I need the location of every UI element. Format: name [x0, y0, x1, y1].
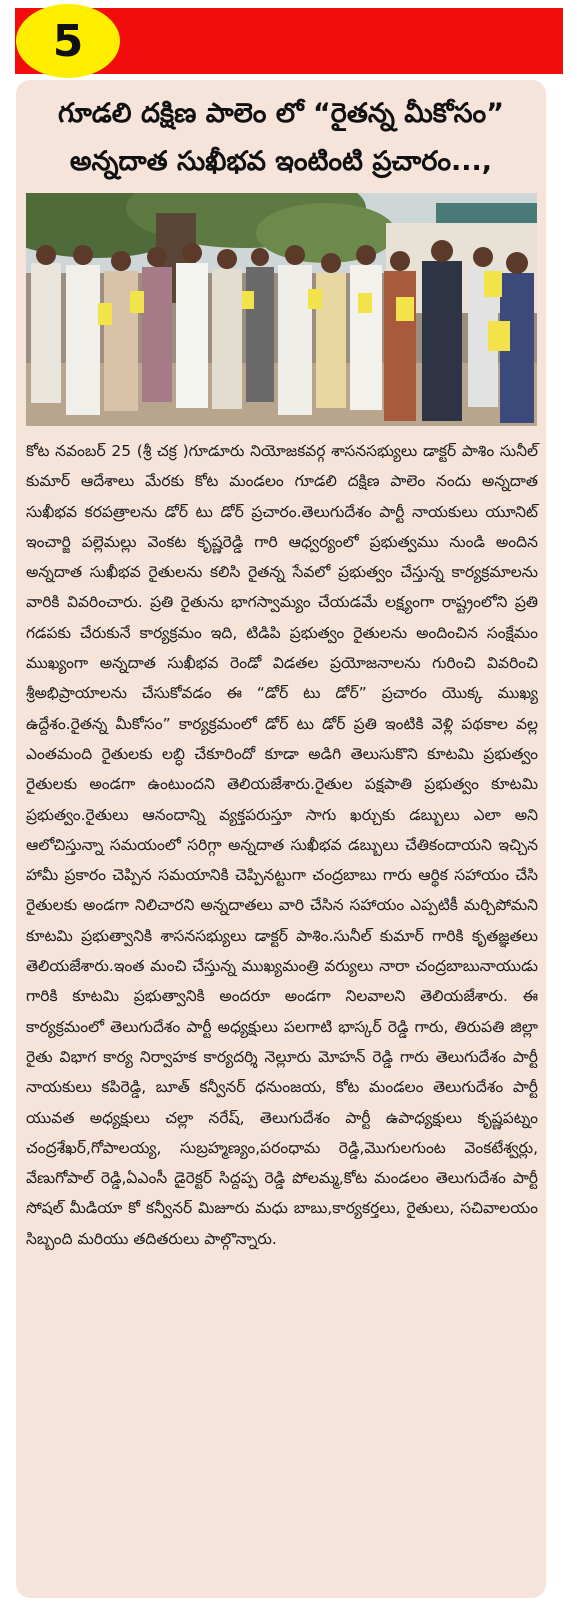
article-headline	[16, 90, 546, 186]
article-photo	[26, 193, 537, 426]
page-number-badge: 5	[16, 4, 120, 78]
article-body: కోట నవంబర్ 25 (శ్రీ చక్ర )గూడూరు నియోజకవర్గ శాసనసభ్యులు డాక్టర్ పాశిం సునీల్ కుమార్ ఆదేశాలు మేరకు కోట మండలం గూడలి దక్షిణ పాలెం నందు అన్నదాత సుఖీభవ కరపత్రాలను డోర్ టు డోర్ ప్రచారం.తెలుగుదేశం పార్టీ నాయకులు యూనిట్ ఇంచార్జి పల్లెమల్లు వెంకట కృష్ణరెడ్డి గారి ఆధ్వర్యంలో ప్రభుత్వము నుండి అందిన అన్నదాత సుఖీభవ రైతులను కలిసి రైతన్న సేవలో ప్రభుత్వం చేస్తున్న కార్యక్రమాలను వారికి వివరించారు. ప్రతి రైతును భాగస్వామ్యం చేయడమే లక్ష్యంగా రాష్ట్రంలోని ప్రతి గడపకు చేరుకునే కార్యక్రమం ఇది, టిడిపి ప్రభుత్వం రైతులను అందించిన సంక్షేమం ముఖ్యంగా అన్నదాత సుఖీభవ రెండో విడతల ప్రయోజనాలను గురించి వివరించి శ్రీఅభిప్రాయాలను చేసుకోవడం ఈ “డోర్ టు డోర్” ప్రచారం యొక్క ముఖ్య ఉద్దేశం.రైతన్న మీకోసం” కార్యక్రమంలో డోర్ టు డోర్ ప్రతి ఇంటికి వెళ్లి పథకాల వల్ల ఎంతమంది రైతులకు లబ్ధి చేకూరిందో కూడా అడిగి తెలుసుకొని కూటమి ప్రభుత్వం రైతులకు అండగా ఉంటుందని తెలియజేశారు.రైతుల పక్షపాతి ప్రభుత్వం కూటమి ప్రభుత్వం.రైతులు ఆనందాన్ని వ్యక్తపరుస్తూ సాగు ఖర్చుకు డబ్బులు ఎలా అని ఆలోచిస్తున్నా సమయంలో సరిగ్గా అన్నదాత సుఖీభవ డబ్బులు చేతికందాయని ఇచ్చిన హామీ ప్రకారం చెప్పిన సమయానికి చెప్పినట్టుగా చంద్రబాబు గారు ఆర్థిక సహాయం చేసి రైతులకు అండగా నిలిచారని అన్నదాతలు వారి చేసిన సహాయం ఎప్పటికీ మర్చిపోమని కూటమి ప్రభుత్వానికి శాసనసభ్యులు డాక్టర్ పాశిం.సునీల్ కుమార్ గారికి కృతజ్ఞతలు తెలియజేశారు.ఇంత మంచి చేస్తున్న ముఖ్యమంత్రి వర్యులు నారా చంద్రబాబునాయుడు గారికి కూటమి ప్రభుత్వానికి అందరూ అండగా నిలవాలని తెలియజేశారు. ఈ కార్యక్రమంలో తెలుగుదేశం పార్టీ అధ్యక్షులు పలగాటి భాస్కర్ రెడ్డి గారు, తిరుపతి జిల్లా రైతు విభాగ కార్య నిర్వాహక కార్యదర్శి నెల్లూరు మోహన్ రెడ్డి గారు తెలుగుదేశం పార్టీ నాయకులు కపిరెడ్డి, బూత్ కన్వీనర్ ధనుంజయ, కోట మండలం తెలుగుదేశం పార్టీ యువత అధ్యక్షులు చల్లా నరేష్, తెలుగుదేశం పార్టీ ఉపాధ్యక్షులు కృష్ణపట్నం చంద్రశేఖర్,గోపాలయ్య, సుబ్రహ్మణ్యం,పరంధామ రెడ్డి,మొగులగుంట వెంకటేశ్వర్లు, వేణుగోపాల్ రెడ్డి,ఏఎంసీ డైరెక్టర్ సిద్దప్ప రెడ్డి పోలమ్మ,కోట మండలం తెలుగుదేశం పార్టీ సోషల్ మీడియా కో కన్వీనర్ మిజూరు మధు బాబు,కార్యకర్తలు, రైతులు, సచివాలయం సిబ్బంది మరియు తదితరులు పాల్గొన్నారు.	[26, 442, 538, 1248]
headline-line-2: అన్నదాత సుఖీభవ ఇంటింటి ప్రచారం...,	[69, 146, 493, 177]
group-photo-illustration	[26, 193, 537, 426]
headline-line-1: గూడలి దక్షిణ పాలెం లో “రైతన్న మీకోసం”	[58, 98, 504, 129]
article-card	[16, 80, 546, 1598]
